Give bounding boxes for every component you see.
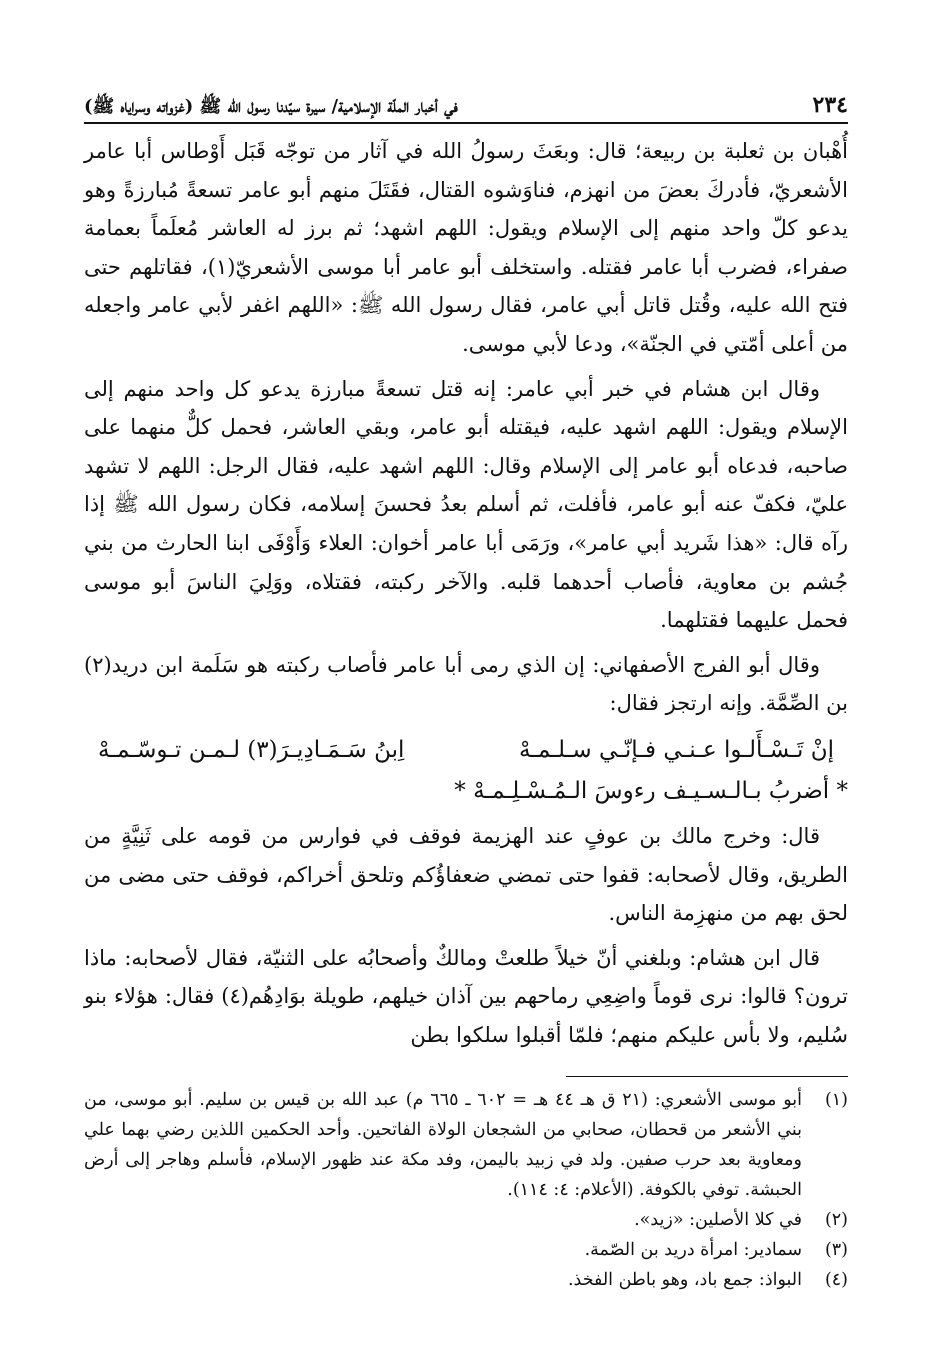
footnote-text: في كلا الأصلين: «زيد». [634, 1210, 802, 1231]
paragraph-2: وقال ابن هشام في خبر أبي عامر: إنه قتل تسعةً مبارزة يدعو كل واحد منهم إلى الإسلام ويقول: اللهم اشهد عليه، فيقتله أبو عامر، وبقي العاشر، فحمل كلٌّ منهما على صاحبه، فدعاه أبو عامر إلى الإسلام وقال: اللهم اشهد عليه، فقال الرجل: اللهم لا تشهد عليّ، فكفّ عنه أبو عامر، فأفلت، ثم أسلم بعدُ فحسنَ إسلامه، فكان رسول الله ﷺ إذا رآه قال: «هذا شَريد أبي عامر»، ورَمَى أبا عامر أخوان: العلاء وَأَوْفَى ابنا الحارث من بني جُشم بن معاوية، فأصاب أحدهما قلبه. والآخر ركبته، فقتلاه، ووَلِيَ الناسَ أبو موسى فحمل عليهما فقتلهما. [84, 376, 848, 633]
footnote-number: (٤) [824, 1270, 848, 1291]
paragraph-3: وقال أبو الفرج الأصفهاني: إن الذي رمى أبا عامر فأصاب ركبته هو سَلَمة ابن دريد(٢) بن الصِّمَّة. وإنه ارتجز فقال: [84, 652, 848, 716]
footnote-text: البواذ: جمع باد، وهو باطن الفخذ. [567, 1270, 802, 1291]
footnote [84, 1205, 848, 1235]
page-number: ٢٣٤ [812, 91, 848, 118]
footnote [84, 1085, 848, 1205]
footnotes [84, 1085, 848, 1295]
footnote-number: (٢) [824, 1210, 848, 1231]
verse-line [84, 729, 848, 771]
footnote-number: (٣) [824, 1240, 848, 1261]
footnote-text: أبو موسى الأشعري: (٢١ ق هـ ٤٤ هـ = ٦٠٢ ـ ٦٦٥ م) عبد الله بن قيس بن سليم. أبو موسى، من بني الأشعر من قحطان، صحابي من الشجعان الولاة الفاتحين. وأحد الحكمين اللذين رضي بهما علي ومعاوية بعد حرب صفين. ولد في زبيد باليمن، وفد مكة عند ظهور الإسلام، فأسلم وهاجر إلى أرض الحبشة. توفي بالكوفة. (الأعلام: ٤: ١١٤). [84, 1090, 803, 1201]
footnote [84, 1235, 848, 1265]
footnote-number: (١) [824, 1090, 848, 1111]
footnote [84, 1265, 848, 1295]
main-text [84, 132, 848, 1054]
paragraph-5: قال ابن هشام: وبلغني أنّ خيلاً طلعتْ ومالكٌ وأصحابُه على الثنيّة، فقال لأصحابه: ماذا ترون؟ قالوا: نرى قوماً واضِعِي رماحهم بين آذان خيلهم، طويلة بوَادِهُم(٤) فقال: هؤلاء بنو سُليم، ولا بأس عليكم منهم؛ فلمّا أقبلوا سلكوا بطن [84, 945, 848, 1047]
header-rule [84, 122, 848, 124]
running-title: في أخبار الملّة الإسلامية/ سيرة سيّدنا رسول الله ﷺ (غزواته وسراياه ﷺ) [84, 96, 458, 118]
verse-hemistich-first: إنْ تَـسْـأَلـوا عـنـي فـإنّـي سـلـمـهْ [518, 736, 834, 763]
running-header [84, 78, 848, 118]
footnote-separator [566, 1076, 848, 1077]
footnote-text: سمادير: امرأة دريد بن الصّمة. [584, 1240, 802, 1261]
paragraph-4: قال: وخرج مالك بن عوفٍ عند الهزيمة فوقف في فوارس من قومه على ثَنِيَّةٍ من الطريق، وقال لأصحابه: قفوا حتى تمضي ضعفاؤُكم وتلحق أخراكم، فوقف حتى مضى من لحق بهم من منهزِمة الناس. [84, 823, 848, 926]
verse-hemistich-second: اِبنُ سَـمَـادِيـرَ(٣) لـمـن تـوسّـمـهْ [98, 736, 405, 763]
paragraph-1: أُهْبان بن ثعلبة بن ربيعة؛ قال: وبعَثَ رسولُ الله في آثار من توجّه قَبَل أَوْطاس أبا عامر الأشعريّ، فأدركَ بعضَ من انهزم، فناوَشوه القتال، فقَتَلَ منهم أبو عامر تسعةً مُبارزةً وهو يدعو كلّ واحد منهم إلى الإسلام ويقول: اللهم اشهد؛ ثم برز له العاشر مُعلَماً بعمامة صفراء، فضرب أبا عامر فقتله. واستخلف أبو عامر أبا موسى الأشعريّ(١)، فقاتلهم حتى فتح الله عليه، وقُتل قاتل أبي عامر، فقال رسول الله ﷺ: «اللهم اغفر لأبي عامر واجعله من أعلى أمّتي في الجنّة»، ودعا لأبي موسى. [84, 139, 848, 356]
book-page [84, 78, 848, 1295]
verse-final-line: * أضربُ بـالـسـيـف رءوسَ الـمُـسْـلِـمـهْ * [454, 777, 848, 804]
